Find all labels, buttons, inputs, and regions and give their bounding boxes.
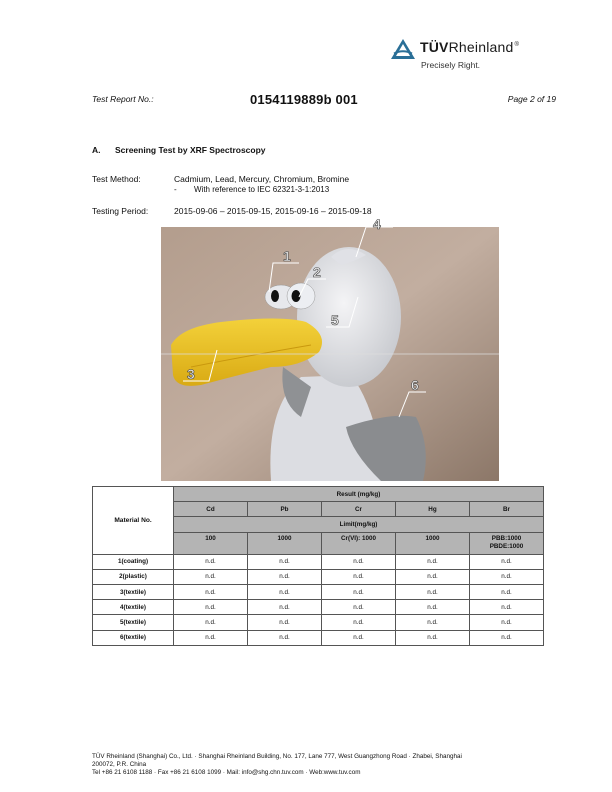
limit-br-pbde: PBDE:1000 [489,542,524,550]
report-number: 0154119889b 001 [250,92,358,107]
element-header-hg: Hg [396,502,470,517]
value-cell: n.d. [248,600,322,615]
value-cell: n.d. [396,584,470,599]
callout-2: 2 [313,264,321,280]
table-row [93,554,544,569]
result-header: Result (mg/kg) [174,487,544,502]
limit-cr: Cr(VI): 1000 [322,532,396,554]
section-heading [92,145,266,155]
element-header-cr: Cr [322,502,396,517]
testing-period-label: Testing Period: [92,206,149,216]
value-cell: n.d. [396,615,470,630]
reference-standard: With reference to IEC 62321-3-1:2013 [194,185,330,194]
testing-period-value: 2015-09-06 – 2015-09-15, 2015-09-16 – 2015-09-18 [174,206,372,216]
value-cell: n.d. [322,554,396,569]
value-cell: n.d. [248,569,322,584]
material-no-header: Material No. [93,487,174,555]
element-header-cd: Cd [174,502,248,517]
limit-br-pbb: PBB:1000 [491,534,522,542]
section-number: A. [92,145,101,155]
value-cell: n.d. [470,600,544,615]
element-header-pb: Pb [248,502,322,517]
value-cell: n.d. [470,615,544,630]
footer-address-line2: 200072, P.R. China [92,761,147,768]
material-cell: 6(textile) [93,630,174,645]
value-cell: n.d. [322,569,396,584]
footer-contact-line: Tel +86 21 6108 1188 · Fax +86 21 6108 1099 · Mail: info@shg.chn.tuv.com · Web:www.tuv.com [92,769,361,776]
value-cell: n.d. [470,569,544,584]
test-method-label: Test Method: [92,174,141,184]
table-row [93,569,544,584]
value-cell: n.d. [174,630,248,645]
value-cell: n.d. [322,584,396,599]
report-number-label: Test Report No.: [92,94,154,104]
table-row [93,600,544,615]
footer-address-line1: TÜV Rheinland (Shanghai) Co., Ltd. · Shanghai Rheinland Building, No. 177, Lane 777, West Guangzhong Road · Zhabei, Shanghai [92,753,462,760]
material-cell: 3(textile) [93,584,174,599]
page-footer [92,753,552,777]
toy-eye-right [287,283,315,309]
value-cell: n.d. [248,584,322,599]
test-method-value: Cadmium, Lead, Mercury, Chromium, Bromine [174,174,350,184]
value-cell: n.d. [470,584,544,599]
table-row [93,584,544,599]
value-cell: n.d. [248,630,322,645]
limit-pb: 1000 [248,532,322,554]
limit-header: Limit(mg/kg) [174,517,544,532]
value-cell: n.d. [248,554,322,569]
value-cell: n.d. [174,615,248,630]
value-cell: n.d. [396,630,470,645]
page-indicator: Page 2 of 19 [507,94,556,104]
callout-1: 1 [283,248,291,264]
limit-hg: 1000 [396,532,470,554]
value-cell: n.d. [248,615,322,630]
material-cell: 2(plastic) [93,569,174,584]
material-cell: 5(textile) [93,615,174,630]
value-cell: n.d. [470,630,544,645]
value-cell: n.d. [396,554,470,569]
xrf-results-table [92,486,544,646]
value-cell: n.d. [322,630,396,645]
toy-pupil-left [271,290,279,302]
table-row [93,615,544,630]
value-cell: n.d. [396,600,470,615]
limit-cd: 100 [174,532,248,554]
logo-brand-name: TÜVRheinland® [420,39,520,55]
tuv-rheinland-logo [390,36,560,76]
sample-photo [161,216,499,481]
logo-tagline: Precisely Right. [421,60,481,70]
material-cell: 4(textile) [93,600,174,615]
value-cell: n.d. [174,554,248,569]
tuv-triangle-logo-icon [390,38,416,60]
bullet-dash: - [174,185,177,194]
callout-4: 4 [373,216,381,232]
value-cell: n.d. [174,600,248,615]
value-cell: n.d. [174,569,248,584]
value-cell: n.d. [322,615,396,630]
callout-6: 6 [411,377,419,393]
table-row [93,630,544,645]
value-cell: n.d. [470,554,544,569]
section-title: Screening Test by XRF Spectroscopy [115,145,266,155]
limit-br [470,532,544,554]
value-cell: n.d. [396,569,470,584]
callout-3: 3 [187,366,195,382]
value-cell: n.d. [174,584,248,599]
test-method-reference [174,185,329,194]
callout-5: 5 [331,312,339,328]
material-cell: 1(coating) [93,554,174,569]
value-cell: n.d. [322,600,396,615]
element-header-br: Br [470,502,544,517]
